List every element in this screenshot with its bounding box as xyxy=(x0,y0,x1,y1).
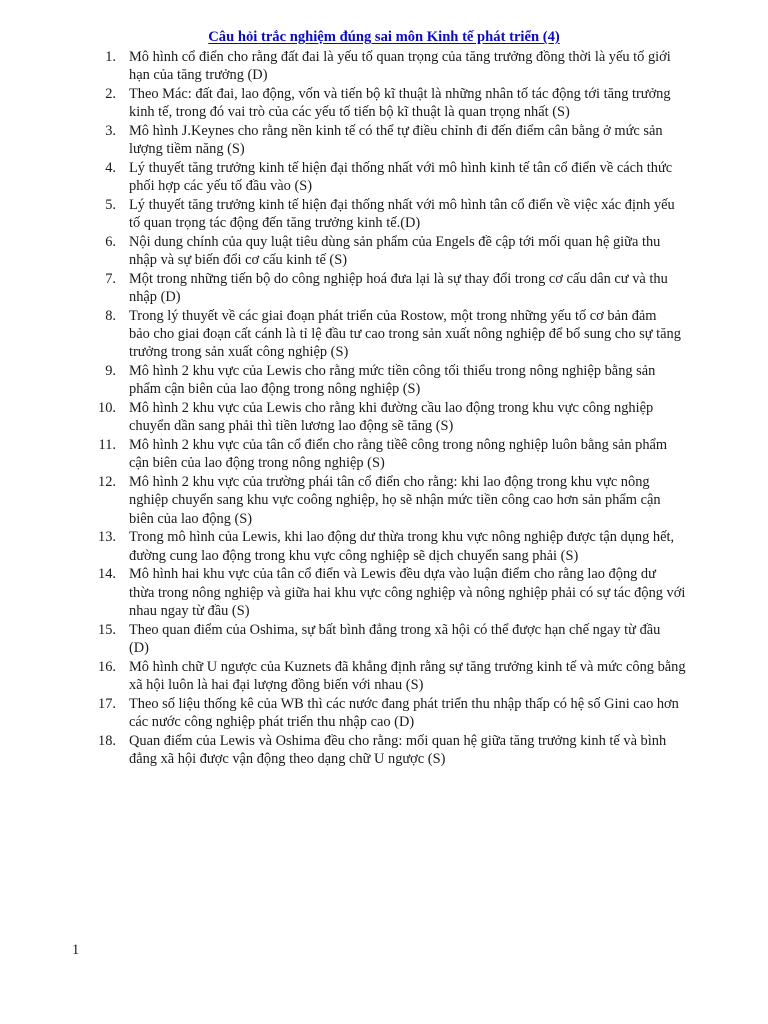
list-item xyxy=(76,658,722,694)
item-number: 10. xyxy=(98,400,116,417)
item-number: 18. xyxy=(98,732,116,749)
list-item xyxy=(76,362,722,398)
item-number: 1. xyxy=(105,49,116,65)
list-item xyxy=(76,233,722,269)
item-text: Một trong những tiến bộ do công nghiệp hoá đưa lại là sự thay đổi trong cơ cấu dân cư và thu nhập (D) xyxy=(129,271,668,306)
list-item xyxy=(76,621,722,657)
item-text: Trong mô hình của Lewis, khi lao động dư thừa trong khu vực nông nghiệp được tận dụng hết, đường cung lao động trong khu vực công nghiệp sẽ dịch chuyển sang phải (S) xyxy=(129,529,675,564)
item-text: Mô hình 2 khu vực của Lewis cho rằng mức tiền công tối thiểu trong nông nghiệp bằng sản phẩm cận biên của lao động trong nông nghiệp (S) xyxy=(129,363,656,398)
list-item xyxy=(76,695,722,731)
list-item xyxy=(76,565,722,620)
question-list xyxy=(76,48,722,769)
item-number: 2. xyxy=(105,86,116,102)
item-number: 13. xyxy=(98,529,116,546)
item-text: Mô hình 2 khu vực của trường phái tân cổ điển cho rằng: khi lao động trong khu vực nông nghiệp chuyển sang khu vực coông nghiệp, họ sẽ nhận mức tiền công cao hơn sản phẩm cận biên của lao động (S) xyxy=(129,474,661,527)
item-text: Theo quan điểm của Oshima, sự bất bình đẳng trong xã hội có thể được hạn chế ngay từ đầu (D) xyxy=(129,621,661,656)
list-item xyxy=(76,85,722,121)
list-item xyxy=(76,528,722,564)
item-text: Trong lý thuyết về các giai đoạn phát triển của Rostow, một trong những yếu tố cơ bản đảm bảo cho giai đoạn cất cánh là tỉ lệ đầu tư cao trong sản xuất nông nghiệp để bổ sung cho sự tăng trưởng trong sản xuất công nghiệp (S) xyxy=(129,308,681,361)
list-item xyxy=(76,399,722,435)
item-text: Mô hình chữ U ngược của Kuznets đã khẳng định rằng sự tăng trưởng kinh tế và mức công bằng xã hội luôn là hai đại lượng đồng biến với nhau (S) xyxy=(129,658,686,693)
item-number: 15. xyxy=(98,621,116,638)
item-number: 6. xyxy=(105,234,116,250)
item-number: 17. xyxy=(98,695,116,712)
list-item xyxy=(76,159,722,195)
item-text: Quan điểm của Lewis và Oshima đều cho rằng: mối quan hệ giữa tăng trưởng kinh tế và bình đẳng xã hội được vận động theo dạng chữ U ngược (S) xyxy=(129,732,667,767)
page-title: Câu hỏi trắc nghiệm đúng sai môn Kinh tế phát triển (4) xyxy=(208,29,560,45)
item-number: 5. xyxy=(105,197,116,213)
item-number: 14. xyxy=(98,566,116,583)
item-number: 11. xyxy=(98,437,116,454)
item-number: 3. xyxy=(105,123,116,139)
item-text: Mô hình 2 khu vực của Lewis cho rằng khi đường cầu lao động trong khu vực công nghiệp chuyển dần sang phải thì tiền lương lao động sẽ tăng (S) xyxy=(129,400,654,435)
item-text: Nội dung chính của quy luật tiêu dùng sản phẩm của Engels đề cập tới mối quan hệ giữa thu nhập và sự biến đổi cơ cấu kinh tế (S) xyxy=(129,234,661,269)
item-text: Mô hình cổ điển cho rằng đất đai là yếu tố quan trọng của tăng trưởng đồng thời là yếu tố giới hạn của tăng trưởng (D) xyxy=(129,49,671,84)
list-item xyxy=(76,307,722,362)
item-number: 9. xyxy=(105,363,116,380)
item-number: 16. xyxy=(98,658,116,675)
list-item xyxy=(76,196,722,232)
page-number: 1 xyxy=(72,942,80,958)
item-text: Lý thuyết tăng trưởng kinh tế hiện đại thống nhất với mô hình tân cổ điển về việc xác định yếu tố quan trọng tác động đến tăng trưởng kinh tế.(D) xyxy=(129,197,675,232)
list-item xyxy=(76,732,722,768)
item-number: 7. xyxy=(105,271,116,287)
item-number: 12. xyxy=(98,474,116,491)
item-text: Theo Mác: đất đai, lao động, vốn và tiến bộ kĩ thuật là những nhân tố tác động tới tăng trưởng kinh tế, trong đó vai trò của các yếu tố tiến bộ kĩ thuật là quan trọng nhất (S) xyxy=(129,86,671,121)
item-number: 4. xyxy=(105,160,116,176)
list-item xyxy=(76,473,722,528)
item-number: 8. xyxy=(105,308,116,324)
list-item xyxy=(76,48,722,84)
item-text: Mô hình J.Keynes cho rằng nền kinh tế có thể tự điều chỉnh đi đến điểm cân bằng ở mức sản lượng tiềm năng (S) xyxy=(129,123,663,158)
list-item xyxy=(76,122,722,158)
item-text: Mô hình hai khu vực của tân cổ điển và Lewis đều dựa vào luận điểm cho rằng lao động dư thừa trong nông nghiệp và giữa hai khu vực công nghiệp và nông nghiệp phải có sự tác động với nhau ngay từ đầu (S) xyxy=(129,566,686,619)
item-text: Theo số liệu thống kê của WB thì các nước đang phát triển thu nhập thấp có hệ số Gini cao hơn các nước công nghiệp phát triển thu nhập cao (D) xyxy=(129,695,679,730)
item-text: Mô hình 2 khu vực của tân cổ điển cho rằng tiềê công trong nông nghiệp luôn bằng sản phẩm cận biên của lao động trong nông nghiệp (S) xyxy=(129,437,668,472)
list-item xyxy=(76,270,722,306)
item-text: Lý thuyết tăng trưởng kinh tế hiện đại thống nhất với mô hình kinh tế tân cổ điển về cách thức phối hợp các yếu tố đầu vào (S) xyxy=(129,160,673,195)
list-item xyxy=(76,436,722,472)
